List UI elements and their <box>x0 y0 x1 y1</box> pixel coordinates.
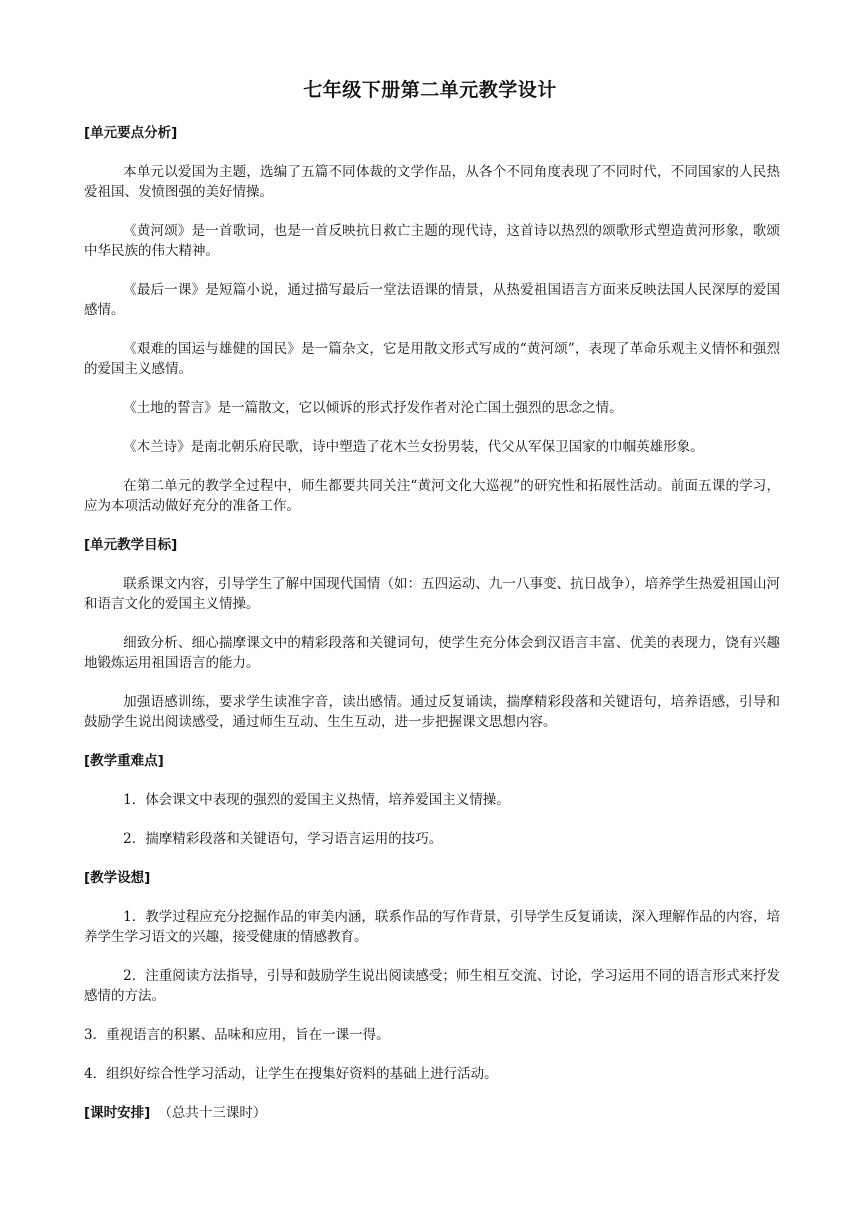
paragraph-analysis-4: 《艰难的国运与雄健的国民》是一篇杂文，它是用散文形式写成的“黄河颂”，表现了革命乐观主义情怀和强烈的爱国主义感情。 <box>84 341 780 377</box>
paragraph-goals-2: 细致分析、细心揣摩课文中的精彩段落和关键词句，使学生充分体会到汉语言丰富、优美的表现力，饶有兴趣地锻炼运用祖国语言的能力。 <box>84 635 780 671</box>
paragraph-ideas-1: 1．教学过程应充分挖掘作品的审美内涵，联系作品的写作背景，引导学生反复诵读，深入理解作品的内容，培养学生学习语文的兴趣，接受健康的情感教育。 <box>84 909 780 945</box>
paragraph-key-points-1: 1．体会课文中表现的强烈的爱国主义热情，培养爱国主义情操。 <box>123 792 510 808</box>
section-heading-schedule-label: [课时安排] <box>84 1105 151 1121</box>
paragraph-analysis-2: 《黄河颂》是一首歌词，也是一首反映抗日救亡主题的现代诗，这首诗以热烈的颂歌形式塑造黄河形象，歌颂中华民族的伟大精神。 <box>84 223 780 259</box>
paragraph-analysis-6: 《木兰诗》是南北朝乐府民歌，诗中塑造了花木兰女扮男装，代父从军保卫国家的巾帼英雄形象。 <box>123 439 704 455</box>
paragraph-analysis-3: 《最后一课》是短篇小说，通过描写最后一堂法语课的情景，从热爱祖国语言方面来反映法国人民深厚的爱国感情。 <box>84 282 780 318</box>
paragraph-analysis-5: 《土地的誓言》是一篇散文，它以倾诉的形式抒发作者对沦亡国土强烈的思念之情。 <box>123 400 623 416</box>
paragraph-goals-3: 加强语感训练，要求学生读准字音，读出感情。通过反复诵读，揣摩精彩段落和关键语句，培养语感，引导和鼓励学生说出阅读感受，通过师生互动、生生互动，进一步把握课文思想内容。 <box>84 694 780 730</box>
document-title: 七年级下册第二单元教学设计 <box>303 79 557 101</box>
document-body <box>84 123 780 1142</box>
paragraph-goals-1: 联系课文内容，引导学生了解中国现代国情（如：五四运动、九一八事变、抗日战争），培养学生热爱祖国山河和语言文化的爱国主义情操。 <box>84 576 780 612</box>
paragraph-ideas-3: 3．重视语言的积累、品味和应用，旨在一课一得。 <box>84 1027 390 1043</box>
paragraph-analysis-7: 在第二单元的教学全过程中，师生都要共同关注“黄河文化大巡视”的研究性和拓展性活动。前面五课的学习，应为本项活动做好充分的准备工作。 <box>84 478 780 514</box>
schedule-note: （总共十三课时） <box>158 1105 267 1121</box>
section-heading-goals: [单元教学目标] <box>84 537 178 553</box>
paragraph-analysis-1: 本单元以爱国为主题，选编了五篇不同体裁的文学作品，从各个不同角度表现了不同时代，不同国家的人民热爱祖国、发愤图强的美好情操。 <box>84 164 780 200</box>
section-heading-analysis: [单元要点分析] <box>84 125 178 141</box>
paragraph-ideas-2: 2．注重阅读方法指导，引导和鼓励学生说出阅读感受；师生相互交流、讨论，学习运用不同的语言形式来抒发感情的方法。 <box>84 968 780 1004</box>
paragraph-key-points-2: 2．揣摩精彩段落和关键语句，学习语言运用的技巧。 <box>123 831 443 847</box>
section-heading-ideas: [教学设想] <box>84 870 151 886</box>
section-heading-schedule <box>84 1103 780 1123</box>
section-heading-key-points: [教学重难点] <box>84 753 164 769</box>
paragraph-ideas-4: 4．组织好综合性学习活动，让学生在搜集好资料的基础上进行活动。 <box>84 1066 498 1082</box>
